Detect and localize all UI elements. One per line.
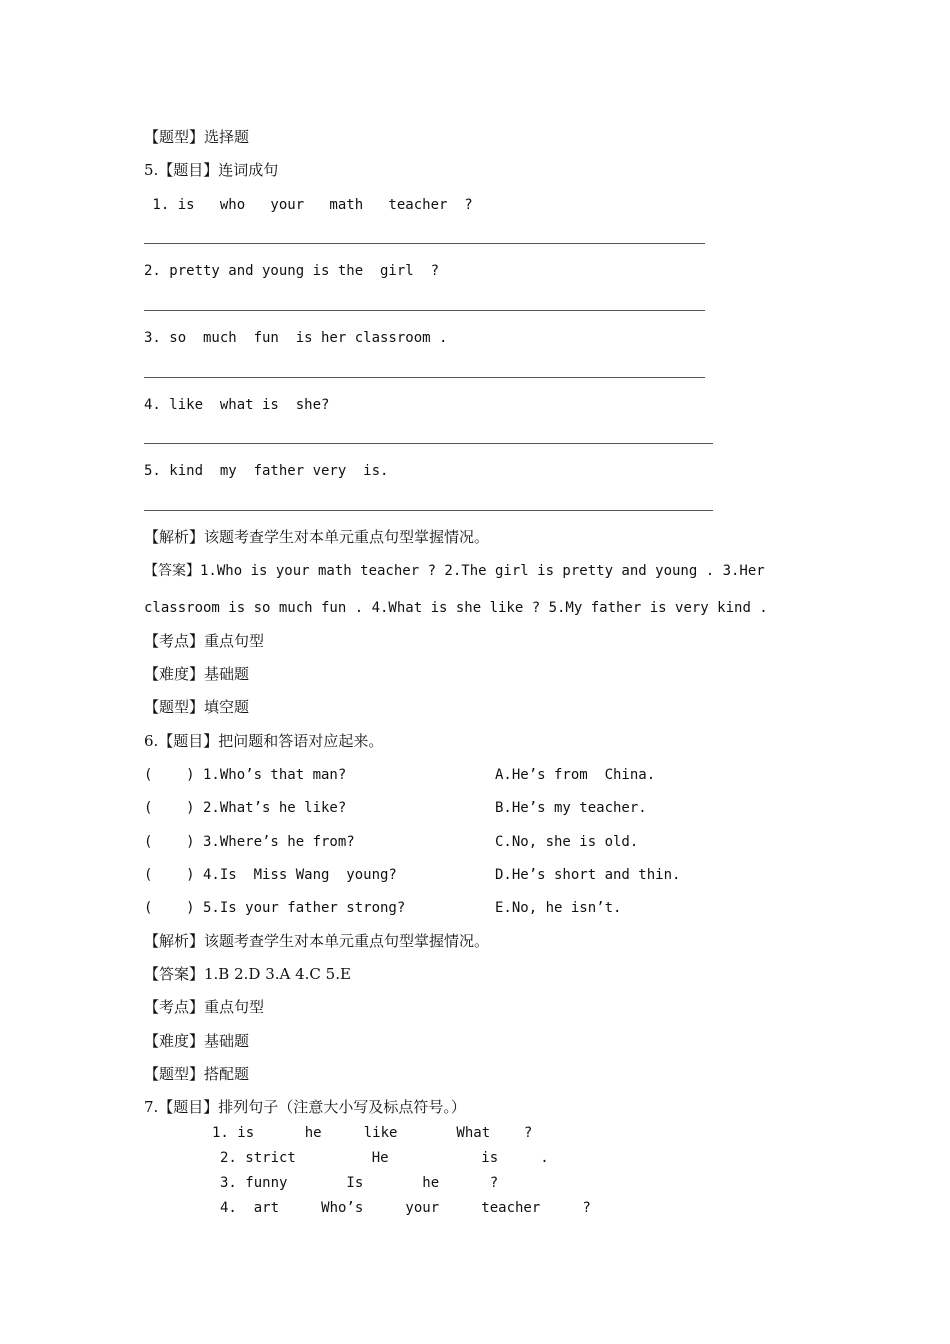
q5-item-4: 4. like what is she?: [144, 397, 330, 413]
q6-question-1: ( ) 1.Who’s that man?: [144, 767, 347, 783]
q6-analysis: 【解析】该题考查学生对本单元重点句型掌握情况。: [144, 932, 490, 950]
q5-item-3: 3. so much fun is her classroom .: [144, 330, 448, 346]
q7-title: 7.【题目】排列句子（注意大小写及标点符号。）: [144, 1098, 466, 1116]
q6-row-3: [144, 832, 764, 852]
q6-answer-option-e: E.No, he isn’t.: [495, 900, 622, 916]
q6-type: 【题型】搭配题: [144, 1065, 250, 1083]
q5-previous-type: 【题型】选择题: [144, 128, 250, 146]
q6-answer-option-d: D.He’s short and thin.: [495, 867, 681, 883]
q6-row-5: [144, 898, 764, 918]
q7-item-4: 4. art Who’s your teacher ?: [220, 1200, 591, 1216]
q6-row-2: [144, 798, 764, 818]
q6-difficulty: 【难度】基础题: [144, 1032, 250, 1050]
q5-answer-line-2: classroom is so much fun . 4.What is she like ? 5.My father is very kind .: [144, 600, 768, 616]
q6-question-4: ( ) 4.Is Miss Wang young?: [144, 867, 397, 883]
q6-title: 6.【题目】把问题和答语对应起来。: [144, 732, 384, 750]
q5-item-1: 1. is who your math teacher ?: [144, 197, 473, 213]
answer-line-4: [144, 443, 713, 444]
q6-answer: 【答案】1.B 2.D 3.A 4.C 5.E: [144, 965, 351, 983]
q6-answer-option-a: A.He’s from China.: [495, 767, 656, 783]
q6-question-3: ( ) 3.Where’s he from?: [144, 834, 355, 850]
answer-line-1: [144, 243, 705, 244]
q7-item-2: 2. strict He is .: [220, 1150, 549, 1166]
q5-analysis: 【解析】该题考查学生对本单元重点句型掌握情况。: [144, 528, 490, 546]
q5-type: 【题型】填空题: [144, 698, 250, 716]
q5-answer-line-1: 【答案】1.Who is your math teacher ? 2.The girl is pretty and young . 3.Her: [144, 563, 765, 579]
q6-row-1: [144, 765, 764, 785]
q6-point: 【考点】重点句型: [144, 998, 265, 1016]
q5-item-5: 5. kind my father very is.: [144, 463, 389, 479]
q6-answer-option-b: B.He’s my teacher.: [495, 800, 647, 816]
answer-line-5: [144, 510, 713, 511]
q6-question-5: ( ) 5.Is your father strong?: [144, 900, 406, 916]
q5-title: 5.【题目】连词成句: [144, 161, 279, 179]
q5-item-2: 2. pretty and young is the girl ?: [144, 263, 440, 279]
answer-line-3: [144, 377, 705, 378]
q5-difficulty: 【难度】基础题: [144, 665, 250, 683]
q5-point: 【考点】重点句型: [144, 632, 265, 650]
answer-line-2: [144, 310, 705, 311]
q6-answer-option-c: C.No, she is old.: [495, 834, 639, 850]
q6-row-4: [144, 865, 764, 885]
q6-question-2: ( ) 2.What’s he like?: [144, 800, 347, 816]
q7-item-1: 1. is he like What ?: [212, 1125, 533, 1141]
q7-item-3: 3. funny Is he ?: [220, 1175, 499, 1191]
